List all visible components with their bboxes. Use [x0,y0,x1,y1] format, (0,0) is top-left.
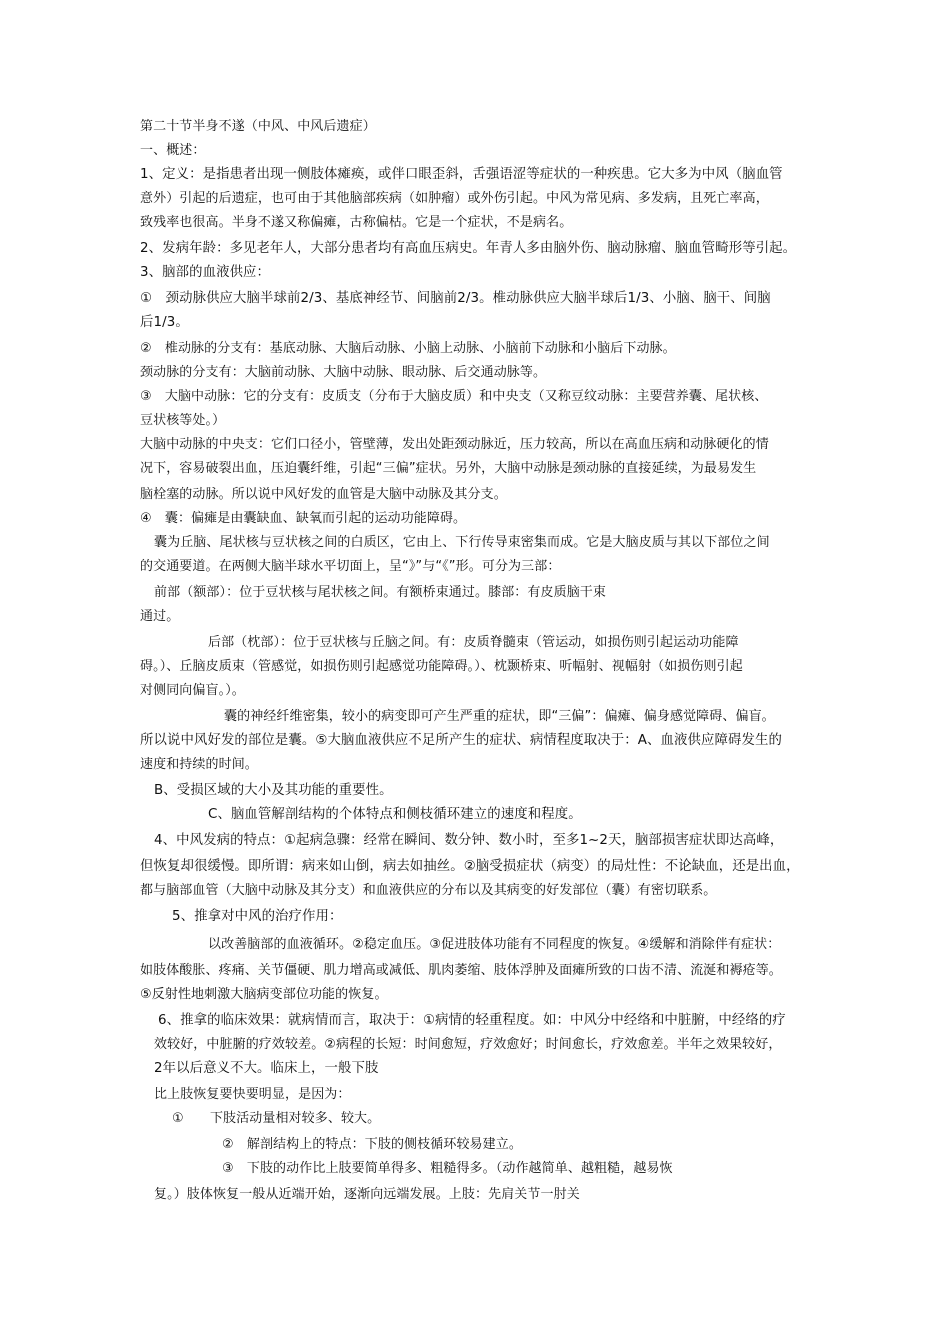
heading-overview: 一、概述： [140,143,206,158]
text-line: 后部（枕部）：位于豆状核与丘脑之间。有：皮质脊髓束（管运动，如损伤则引起运动功能障 [208,635,739,650]
text-line: 6、推拿的临床效果：就病情而言，取决于：①病情的轻重程度。如：中风分中经络和中脏腑，中经络的疗 [158,1013,786,1028]
section-title: 第二十节半身不遂（中风、中风后遗症） [140,119,376,134]
text-line: 都与脑部血管（大脑中动脉及其分支）和血液供应的分布以及其病变的好发部位（囊）有密切联系。 [140,883,717,898]
list-item: ① 下肢活动量相对较多、较大。 [172,1111,381,1126]
text-line: 2年以后意义不大。临床上，一般下肢 [154,1061,379,1076]
text-line: 4、中风发病的特点：①起病急骤：经常在瞬间、数分钟、数小时，至多1~2天，脑部损害症状即达高峰， [154,833,784,848]
text-line: B、受损区域的大小及其功能的重要性。 [154,783,393,798]
text-line: 况下，容易破裂出血，压迫囊纤维，引起“三偏”症状。另外，大脑中动脉是颈动脉的直接延续，为最易发生 [140,461,757,476]
text-line: 比上肢恢复要快要明显，是因为： [154,1087,351,1102]
text-line: 大脑中动脉的中央支：它们口径小，管壁薄，发出处距颈动脉近，压力较高，所以在高血压病和动脉硬化的情 [140,437,769,452]
list-item: ③ 下肢的动作比上肢要简单得多、粗糙得多。（动作越简单、越粗糙，越易恢 [222,1161,673,1176]
text-line: 颈动脉的分支有：大脑前动脉、大脑中动脉、眼动脉、后交通动脉等。 [140,365,547,380]
text-line: 1、定义：是指患者出现一侧肢体瘫痪，或伴口眼歪斜，舌强语涩等症状的一种疾患。它大多为中风（脑血管 [140,167,783,182]
text-line: 通过。 [140,609,180,624]
text-line: 脑栓塞的动脉。所以说中风好发的血管是大脑中动脉及其分支。 [140,487,507,502]
text-line: 以改善脑部的血液循环。②稳定血压。③促进肢体功能有不同程度的恢复。④缓解和消除伴有症状： [208,937,781,952]
text-line: C、脑血管解剖结构的个体特点和侧枝循环建立的速度和程度。 [208,807,582,822]
text-line: ③ 大脑中动脉：它的分支有：皮质支（分布于大脑皮质）和中央支（又称豆纹动脉：主要营养囊、尾状核、 [140,389,768,404]
text-line: 效较好，中脏腑的疗效较差。②病程的长短：时间愈短，疗效愈好；时间愈长，疗效愈差。半年之效果较好， [154,1037,782,1052]
text-line: 意外）引起的后遗症，也可由于其他脑部疾病（如肿瘤）或外伤引起。中风为常见病、多发病，且死亡率高， [140,191,769,206]
text-line: 豆状核等处。） [140,413,226,428]
text-line: 2、发病年龄：多见老年人，大部分患者均有高血压病史。年青人多由脑外伤、脑动脉瘤、脑血管畸形等引起。 [140,241,797,256]
text-line: ④ 囊：偏瘫是由囊缺血、缺氧而引起的运动功能障碍。 [140,511,467,526]
text-line: ⑤反射性地刺激大脑病变部位功能的恢复。 [140,987,388,1002]
text-line: 所以说中风好发的部位是囊。⑤大脑血液供应不足所产生的症状、病情程度取决于：A、血液供应障碍发生的 [140,733,782,748]
text-line: 如肢体酸胀、疼痛、关节僵硬、肌力增高或减低、肌肉萎缩、肢体浮肿及面瘫所致的口齿不清、流涎和褥疮等。 [140,963,782,978]
text-line: 但恢复却很缓慢。即所谓：病来如山倒，病去如抽丝。②脑受损症状（病变）的局灶性：不论缺血，还是出血， [140,859,800,874]
text-line: 对侧同向偏盲。）。 [140,683,245,698]
text-line: 5、推拿对中风的治疗作用： [172,909,343,924]
text-line: ② 椎动脉的分支有：基底动脉、大脑后动脉、小脑上动脉、小脑前下动脉和小脑后下动脉。 [140,341,676,356]
text-line: 3、脑部的血液供应： [140,265,271,280]
text-line: 致残率也很高。半身不遂又称偏瘫，古称偏枯。它是一个症状，不是病名。 [140,215,573,230]
text-line: 囊的神经纤维密集，较小的病变即可产生严重的症状，即“三偏”：偏瘫、偏身感觉障碍、偏盲。 [224,709,775,724]
list-item: ② 解剖结构上的特点：下肢的侧枝循环较易建立。 [222,1137,522,1152]
text-line: 碍。）、丘脑皮质束（管感觉，如损伤则引起感觉功能障碍。）、枕颞桥束、听幅射、视幅射（如损伤则引起 [140,659,743,674]
text-line: ① 颈动脉供应大脑半球前2/3、基底神经节、间脑前2/3。椎动脉供应大脑半球后1/3、小脑、脑干、间脑 [140,291,771,306]
text-line: 复。）肢体恢复一般从近端开始，逐渐向远端发展。上肢：先肩关节一肘关 [154,1187,580,1202]
text-line: 囊为丘脑、尾状核与豆状核之间的白质区，它由上、下行传导束密集而成。它是大脑皮质与其以下部位之间 [154,535,770,550]
text-line: 后1/3。 [140,315,189,330]
text-line: 的交通要道。在两侧大脑半球水平切面上，呈“》”与“《”形。可分为三部： [140,559,561,574]
text-line: 前部（额部）：位于豆状核与尾状核之间。有额桥束通过。膝部：有皮质脑干束 [154,585,607,600]
text-line: 速度和持续的时间。 [140,757,258,772]
